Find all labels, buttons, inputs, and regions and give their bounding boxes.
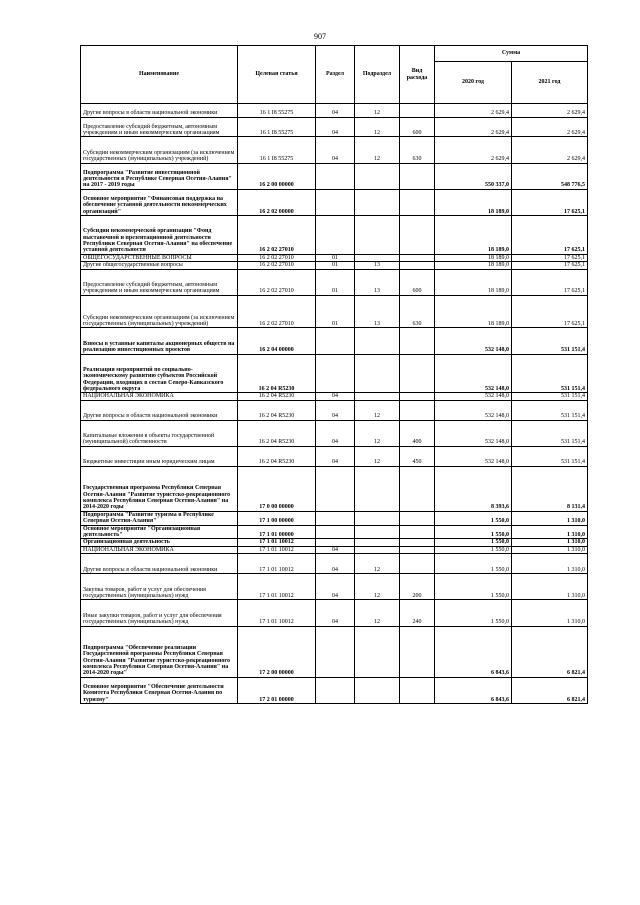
header-name: Наименование bbox=[81, 46, 238, 104]
table-row bbox=[81, 393, 588, 400]
row-sum-2021: 17 625,1 bbox=[512, 189, 588, 215]
row-sum-2021: 8 131,4 bbox=[512, 466, 588, 511]
row-sum-2021: 6 821,4 bbox=[512, 626, 588, 677]
row-name: Организационная деятельность bbox=[81, 539, 238, 546]
row-name: Субсидии некоммерческой организации "Фонд выставочной и презентационной деятельности Республики Северная Осетия-Алания" на обеспечение уставной деятельности bbox=[81, 216, 238, 255]
row-sum-2021: 531 151,4 bbox=[512, 420, 588, 446]
row-sum-2020: 18 189,0 bbox=[435, 269, 512, 295]
row-sum-2021: 548 776,5 bbox=[512, 163, 588, 189]
row-sum-2021: 1 310,0 bbox=[512, 525, 588, 539]
row-subsection bbox=[355, 677, 400, 703]
row-sum-2020: 1 550,0 bbox=[435, 511, 512, 525]
row-subsection: 12 bbox=[355, 117, 400, 137]
row-name: Другие общегосударственные вопросы bbox=[81, 262, 238, 269]
row-name: Основное мероприятие "Организационная деятельность" bbox=[81, 525, 238, 539]
budget-table bbox=[80, 45, 588, 704]
row-name: Предоставление субсидий бюджетным, автономным учреждениям и иным некоммерческим организациям bbox=[81, 117, 238, 137]
row-sum-2020: 6 843,6 bbox=[435, 626, 512, 677]
table-row bbox=[81, 546, 588, 553]
header-2021: 2021 год bbox=[512, 62, 588, 104]
row-name: Бюджетные инвестиции иным юридическим лицам bbox=[81, 446, 238, 466]
row-target: 16 2 02 00000 bbox=[238, 189, 316, 215]
row-sum-2020: 18 189,0 bbox=[435, 262, 512, 269]
row-subsection: 12 bbox=[355, 137, 400, 163]
row-section bbox=[316, 189, 355, 215]
row-section: 04 bbox=[316, 446, 355, 466]
row-sum-2021: 1 310,0 bbox=[512, 546, 588, 553]
row-sum-2021: 1 310,0 bbox=[512, 600, 588, 626]
table-row bbox=[81, 574, 588, 600]
row-name: Другие вопросы в области национальной экономики bbox=[81, 400, 238, 420]
row-subsection bbox=[355, 216, 400, 255]
row-name: Реализация мероприятий по социально-экономическому развитию субъектов Российской Федерации, входящих в состав Северо-Кавказского федерального округа bbox=[81, 354, 238, 393]
header-sum: Сумма bbox=[435, 46, 588, 62]
row-target: 16 2 04 R5230 bbox=[238, 393, 316, 400]
header-target: Целевая статья bbox=[238, 46, 316, 104]
row-target: 17 1 01 10012 bbox=[238, 539, 316, 546]
row-target: 16 2 00 00000 bbox=[238, 163, 316, 189]
row-expense-type bbox=[400, 554, 435, 574]
table-row bbox=[81, 511, 588, 525]
table-row bbox=[81, 254, 588, 261]
row-sum-2020: 18 189,0 bbox=[435, 216, 512, 255]
row-expense-type bbox=[400, 104, 435, 118]
row-sum-2020: 1 550,0 bbox=[435, 525, 512, 539]
row-section: 04 bbox=[316, 393, 355, 400]
row-sum-2021: 2 629,4 bbox=[512, 137, 588, 163]
row-name: Взносы в уставные капиталы акционерных обществ на реализацию инвестиционных проектов bbox=[81, 328, 238, 354]
table-row bbox=[81, 354, 588, 393]
table-row bbox=[81, 216, 588, 255]
row-sum-2020: 2 629,4 bbox=[435, 117, 512, 137]
row-section bbox=[316, 626, 355, 677]
row-sum-2020: 532 148,0 bbox=[435, 328, 512, 354]
row-section: 01 bbox=[316, 254, 355, 261]
row-sum-2021: 1 310,0 bbox=[512, 539, 588, 546]
row-section bbox=[316, 539, 355, 546]
row-name: Основное мероприятие "Финансовая поддержка на обеспечение уставной деятельности некоммерческих организаций" bbox=[81, 189, 238, 215]
row-sum-2021: 531 151,4 bbox=[512, 400, 588, 420]
table-row bbox=[81, 400, 588, 420]
row-sum-2021: 17 625,1 bbox=[512, 269, 588, 295]
row-expense-type: 600 bbox=[400, 117, 435, 137]
row-subsection: 12 bbox=[355, 574, 400, 600]
row-target: 17 2 00 00000 bbox=[238, 626, 316, 677]
row-section: 01 bbox=[316, 262, 355, 269]
row-subsection: 12 bbox=[355, 446, 400, 466]
row-target: 17 2 01 00000 bbox=[238, 677, 316, 703]
row-expense-type bbox=[400, 393, 435, 400]
row-name: Подпрограмма "Развитие инвестиционной деятельности в Республике Северная Осетия-Алания" на 2017 - 2019 годы bbox=[81, 163, 238, 189]
row-sum-2021: 531 151,4 bbox=[512, 328, 588, 354]
row-target: 16 2 04 R5230 bbox=[238, 446, 316, 466]
row-expense-type bbox=[400, 163, 435, 189]
row-sum-2020: 1 550,0 bbox=[435, 546, 512, 553]
table-row bbox=[81, 163, 588, 189]
row-name: Подпрограмма "Развитие туризма в Республике Северная Осетия-Алания" bbox=[81, 511, 238, 525]
row-subsection bbox=[355, 163, 400, 189]
row-expense-type bbox=[400, 539, 435, 546]
row-sum-2020: 8 393,6 bbox=[435, 466, 512, 511]
row-sum-2021: 1 310,0 bbox=[512, 511, 588, 525]
row-name: Субсидии некоммерческим организациям (за исключением государственных (муниципальных) учреждений) bbox=[81, 137, 238, 163]
row-expense-type bbox=[400, 254, 435, 261]
row-expense-type: 450 bbox=[400, 446, 435, 466]
row-expense-type: 630 bbox=[400, 295, 435, 328]
row-expense-type: 240 bbox=[400, 600, 435, 626]
row-target: 16 2 04 R5230 bbox=[238, 354, 316, 393]
row-sum-2020: 6 843,6 bbox=[435, 677, 512, 703]
row-subsection: 13 bbox=[355, 269, 400, 295]
row-section bbox=[316, 677, 355, 703]
row-expense-type: 400 bbox=[400, 420, 435, 446]
row-subsection bbox=[355, 393, 400, 400]
row-target: 16 2 02 27010 bbox=[238, 262, 316, 269]
row-sum-2020: 18 189,0 bbox=[435, 254, 512, 261]
row-subsection: 12 bbox=[355, 104, 400, 118]
row-sum-2020: 18 189,0 bbox=[435, 295, 512, 328]
row-expense-type bbox=[400, 466, 435, 511]
table-row bbox=[81, 554, 588, 574]
row-expense-type bbox=[400, 626, 435, 677]
row-name: Предоставление субсидий бюджетным, автономным учреждениям и иным некоммерческим организациям bbox=[81, 269, 238, 295]
row-subsection bbox=[355, 546, 400, 553]
table-row bbox=[81, 420, 588, 446]
row-section: 04 bbox=[316, 137, 355, 163]
row-sum-2020: 532 148,0 bbox=[435, 393, 512, 400]
table-row bbox=[81, 446, 588, 466]
table-row bbox=[81, 117, 588, 137]
row-expense-type: 630 bbox=[400, 137, 435, 163]
row-subsection: 13 bbox=[355, 295, 400, 328]
row-target: 17 1 00 00000 bbox=[238, 511, 316, 525]
row-expense-type bbox=[400, 525, 435, 539]
row-subsection bbox=[355, 525, 400, 539]
row-sum-2020: 532 148,0 bbox=[435, 354, 512, 393]
row-target: 16 2 02 27010 bbox=[238, 216, 316, 255]
row-sum-2020: 2 629,4 bbox=[435, 137, 512, 163]
row-subsection bbox=[355, 328, 400, 354]
row-subsection bbox=[355, 626, 400, 677]
table-row bbox=[81, 262, 588, 269]
row-expense-type bbox=[400, 546, 435, 553]
row-sum-2020: 550 337,0 bbox=[435, 163, 512, 189]
table-row bbox=[81, 137, 588, 163]
row-section: 04 bbox=[316, 600, 355, 626]
table-row bbox=[81, 189, 588, 215]
row-expense-type bbox=[400, 328, 435, 354]
row-expense-type bbox=[400, 400, 435, 420]
table-row bbox=[81, 626, 588, 677]
row-target: 16 1 I8 55275 bbox=[238, 137, 316, 163]
row-expense-type bbox=[400, 216, 435, 255]
row-subsection bbox=[355, 511, 400, 525]
table-row bbox=[81, 600, 588, 626]
row-expense-type bbox=[400, 262, 435, 269]
row-section bbox=[316, 216, 355, 255]
header-2020: 2020 год bbox=[435, 62, 512, 104]
table-row bbox=[81, 466, 588, 511]
row-sum-2020: 2 629,4 bbox=[435, 104, 512, 118]
row-section: 04 bbox=[316, 574, 355, 600]
row-sum-2021: 531 151,4 bbox=[512, 393, 588, 400]
row-section bbox=[316, 511, 355, 525]
row-subsection bbox=[355, 254, 400, 261]
row-name: ОБЩЕГОСУДАРСТВЕННЫЕ ВОПРОСЫ bbox=[81, 254, 238, 261]
table-row bbox=[81, 677, 588, 703]
row-sum-2020: 1 550,0 bbox=[435, 600, 512, 626]
row-section: 04 bbox=[316, 400, 355, 420]
row-name: Основное мероприятие "Обеспечение деятельности Комитета Республики Северная Осетия-Алания по туризму" bbox=[81, 677, 238, 703]
row-name: НАЦИОНАЛЬНАЯ ЭКОНОМИКА bbox=[81, 546, 238, 553]
table-row bbox=[81, 328, 588, 354]
row-target: 17 1 01 10012 bbox=[238, 554, 316, 574]
row-sum-2021: 17 625,1 bbox=[512, 254, 588, 261]
row-name: НАЦИОНАЛЬНАЯ ЭКОНОМИКА bbox=[81, 393, 238, 400]
row-target: 17 1 01 00000 bbox=[238, 525, 316, 539]
row-section bbox=[316, 466, 355, 511]
row-section: 01 bbox=[316, 269, 355, 295]
row-target: 16 1 I8 55275 bbox=[238, 104, 316, 118]
row-expense-type: 200 bbox=[400, 574, 435, 600]
table-row bbox=[81, 104, 588, 118]
row-expense-type bbox=[400, 511, 435, 525]
row-sum-2021: 1 310,0 bbox=[512, 554, 588, 574]
row-name: Государственная программа Республики Северная Осетия-Алания "Развитие туристско-рекреационного комплекса Республики Северная Осетия-Алания" на 2014-2020 годы bbox=[81, 466, 238, 511]
row-subsection: 12 bbox=[355, 600, 400, 626]
row-subsection: 13 bbox=[355, 262, 400, 269]
row-target: 17 1 01 10012 bbox=[238, 600, 316, 626]
row-target: 17 1 01 10012 bbox=[238, 546, 316, 553]
row-section bbox=[316, 163, 355, 189]
row-sum-2020: 532 148,0 bbox=[435, 446, 512, 466]
row-subsection bbox=[355, 466, 400, 511]
row-sum-2020: 1 550,0 bbox=[435, 574, 512, 600]
row-target: 16 2 04 R5230 bbox=[238, 420, 316, 446]
row-sum-2021: 1 310,0 bbox=[512, 574, 588, 600]
row-target: 16 1 I8 55275 bbox=[238, 117, 316, 137]
row-sum-2021: 2 629,4 bbox=[512, 117, 588, 137]
row-section bbox=[316, 328, 355, 354]
row-expense-type bbox=[400, 677, 435, 703]
row-subsection bbox=[355, 539, 400, 546]
row-sum-2021: 531 151,4 bbox=[512, 354, 588, 393]
row-section bbox=[316, 525, 355, 539]
row-subsection: 12 bbox=[355, 420, 400, 446]
row-sum-2020: 18 189,0 bbox=[435, 189, 512, 215]
row-target: 16 2 04 00000 bbox=[238, 328, 316, 354]
row-section: 01 bbox=[316, 295, 355, 328]
header-section: Раздел bbox=[316, 46, 355, 104]
row-target: 16 2 02 27010 bbox=[238, 295, 316, 328]
row-expense-type: 600 bbox=[400, 269, 435, 295]
table-row bbox=[81, 525, 588, 539]
page-number: 907 bbox=[314, 32, 326, 41]
row-sum-2021: 531 151,4 bbox=[512, 446, 588, 466]
row-sum-2021: 17 625,1 bbox=[512, 262, 588, 269]
row-section: 04 bbox=[316, 546, 355, 553]
header-expense-type: Вид расхода bbox=[400, 46, 435, 104]
row-name: Подпрограмма "Обеспечение реализации Государственной программы Республики Северная Осетия-Алания "Развитие туристско-рекреационного комплекса Республики Северная Осетия-Алания" на 2014-2020 годы" bbox=[81, 626, 238, 677]
row-subsection bbox=[355, 189, 400, 215]
row-subsection: 12 bbox=[355, 554, 400, 574]
row-name: Иные закупки товаров, работ и услуг для обеспечения государственных (муниципальных) нужд bbox=[81, 600, 238, 626]
row-sum-2021: 17 625,1 bbox=[512, 295, 588, 328]
table-row bbox=[81, 269, 588, 295]
row-expense-type bbox=[400, 189, 435, 215]
table-row bbox=[81, 539, 588, 546]
row-section: 04 bbox=[316, 420, 355, 446]
header-subsection: Подраздел bbox=[355, 46, 400, 104]
row-name: Другие вопросы в области национальной экономики bbox=[81, 554, 238, 574]
row-subsection: 12 bbox=[355, 400, 400, 420]
row-target: 17 0 00 00000 bbox=[238, 466, 316, 511]
row-target: 16 2 02 27010 bbox=[238, 269, 316, 295]
row-name: Закупка товаров, работ и услуг для обеспечения государственных (муниципальных) нужд bbox=[81, 574, 238, 600]
row-sum-2020: 532 148,0 bbox=[435, 420, 512, 446]
row-section bbox=[316, 354, 355, 393]
row-expense-type bbox=[400, 354, 435, 393]
row-name: Субсидии некоммерческим организациям (за исключением государственных (муниципальных) учреждений) bbox=[81, 295, 238, 328]
row-subsection bbox=[355, 354, 400, 393]
table-body bbox=[81, 104, 588, 704]
row-section: 04 bbox=[316, 554, 355, 574]
row-sum-2020: 532 148,0 bbox=[435, 400, 512, 420]
row-sum-2020: 1 550,0 bbox=[435, 539, 512, 546]
row-name: Другие вопросы в области национальной экономики bbox=[81, 104, 238, 118]
row-sum-2021: 2 629,4 bbox=[512, 104, 588, 118]
row-section: 04 bbox=[316, 117, 355, 137]
row-target: 17 1 01 10012 bbox=[238, 574, 316, 600]
row-target: 16 2 04 R5230 bbox=[238, 400, 316, 420]
row-name: Капитальные вложения в объекты государственной (муниципальной) собственности bbox=[81, 420, 238, 446]
row-section: 04 bbox=[316, 104, 355, 118]
row-sum-2021: 17 625,1 bbox=[512, 216, 588, 255]
row-sum-2021: 6 821,4 bbox=[512, 677, 588, 703]
table-row bbox=[81, 295, 588, 328]
row-sum-2020: 1 550,0 bbox=[435, 554, 512, 574]
row-target: 16 2 02 27010 bbox=[238, 254, 316, 261]
